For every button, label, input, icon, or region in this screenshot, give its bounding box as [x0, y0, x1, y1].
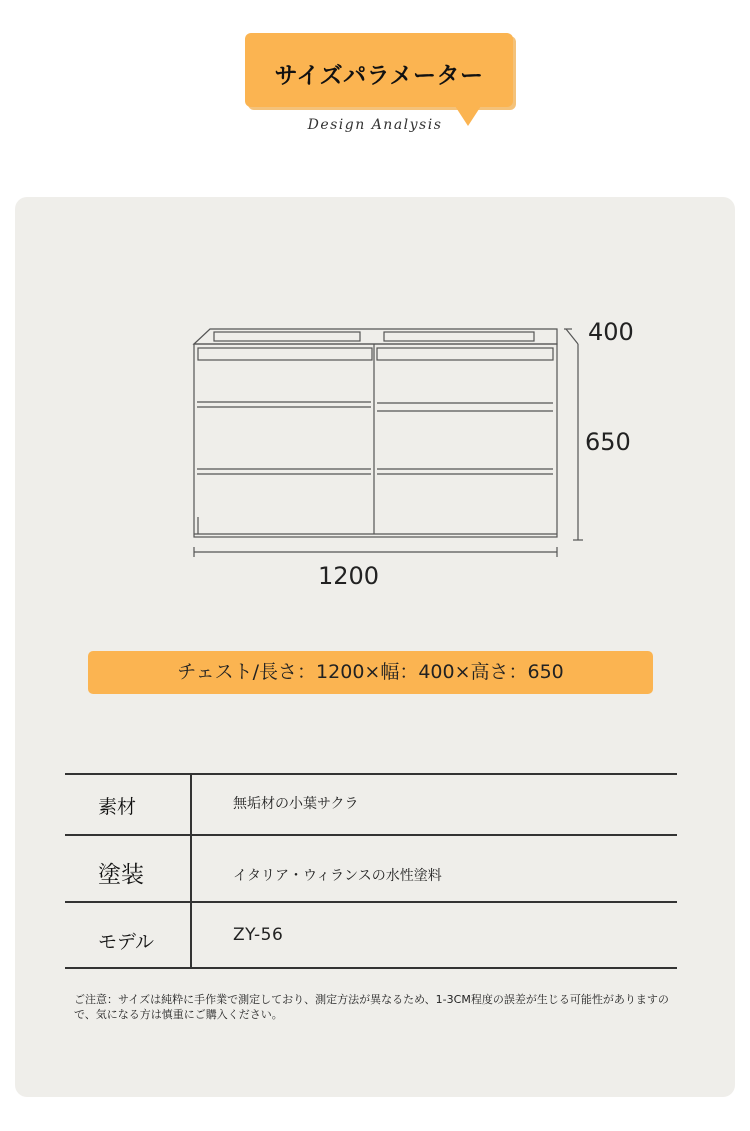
- table-row-value: ZY-56: [233, 925, 284, 945]
- page-subtitle: Design Analysis: [307, 117, 443, 133]
- table-row-value: イタリア・ウィランスの水性塗料: [233, 868, 442, 884]
- drawer-band-right: [377, 348, 553, 360]
- table-row-label: 素材: [98, 796, 137, 818]
- chest-top-board: [194, 329, 557, 344]
- page-title: サイズパラメーター: [274, 63, 484, 89]
- disclaimer-note: ご注意：サイズは純粋に手作業で測定しており、測定方法が異なるため、1-3CM程度の誤差が生じる可能性がありますので、気になる方は慎重にご購入ください。: [74, 993, 669, 1021]
- table-row-finish: [65, 836, 677, 903]
- table-row-material: [65, 775, 677, 836]
- top-handle-left: [214, 332, 360, 341]
- table-row-model: [65, 903, 677, 969]
- table-row-label: 塗装: [98, 862, 144, 888]
- depth-dimension: 400: [588, 318, 634, 346]
- drawer-band-left: [198, 348, 372, 360]
- depth-dim-line: [566, 329, 578, 344]
- chest-body: [194, 344, 557, 537]
- width-dimension: 1200: [318, 562, 380, 590]
- table-row-value: 無垢材の小葉サクラ: [233, 796, 359, 812]
- top-handle-right: [384, 332, 534, 341]
- height-dimension: 650: [585, 428, 631, 456]
- table-row-label: モデル: [98, 931, 155, 953]
- spec-table: [65, 773, 677, 969]
- spec-bar: チェスト/長さ：1200×幅：400×高さ：650: [88, 651, 653, 694]
